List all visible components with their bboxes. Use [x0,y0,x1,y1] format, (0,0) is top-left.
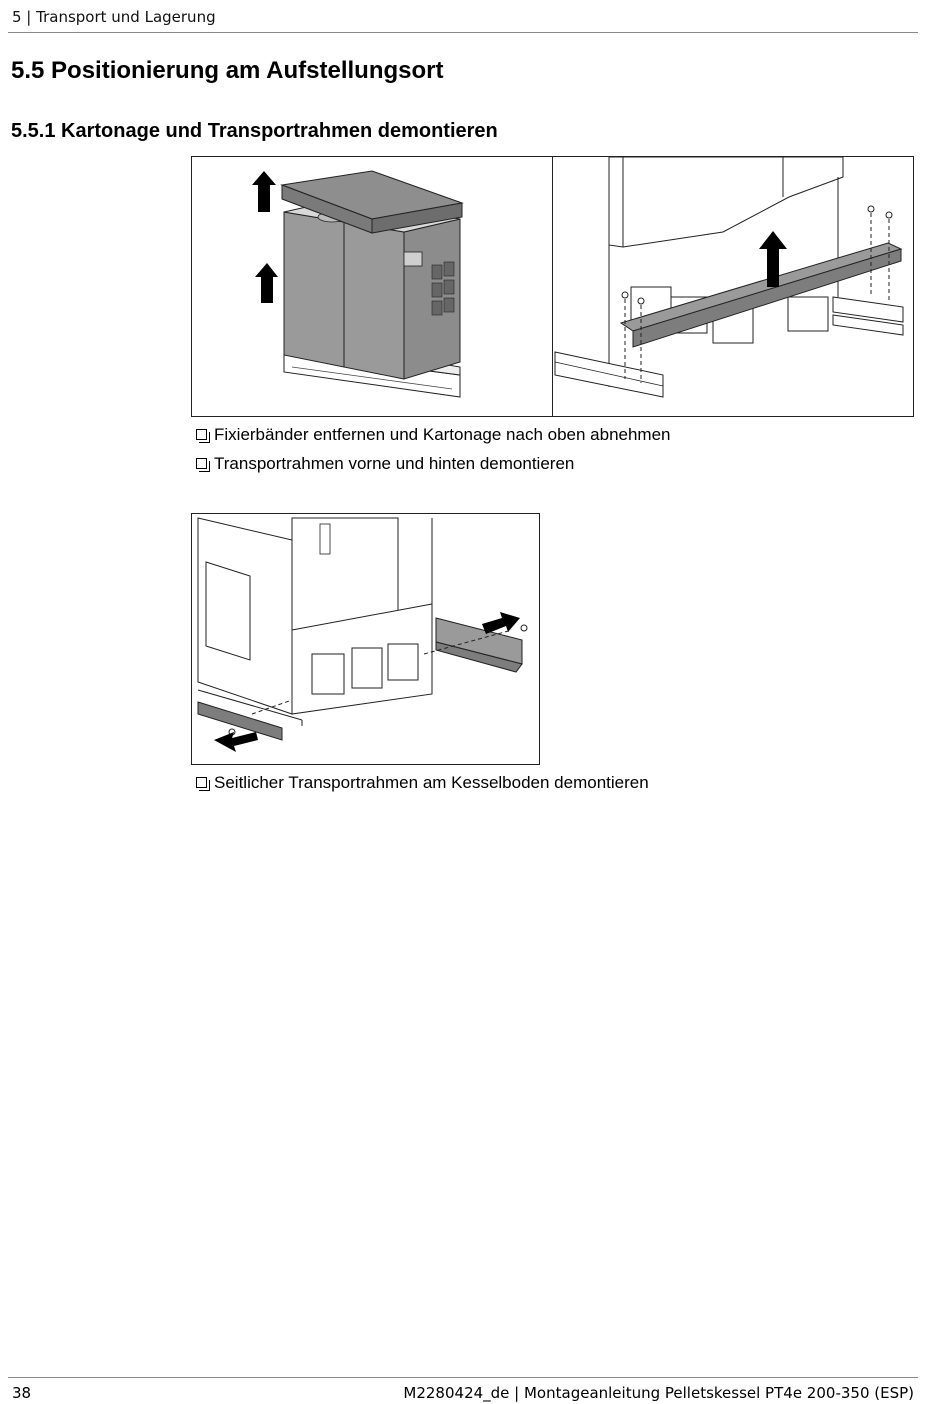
document-reference: M2280424_de | Montageanleitung Pelletskessel PT4e 200-350 (ESP) [403,1384,914,1402]
front-frame-illustration [553,157,913,416]
footer-divider [8,1377,918,1378]
checkbox-icon[interactable] [196,458,207,469]
header-divider [8,32,918,33]
step-text: Fixierbänder entfernen und Kartonage nach oben abnehmen [214,424,671,444]
step-list-1 [196,420,671,478]
figure-side-frame [191,513,540,765]
step-list-2 [196,768,649,797]
side-frame-illustration [192,514,539,764]
step-text: Transportrahmen vorne und hinten demontieren [214,453,575,473]
figure-remove-carton [191,156,553,417]
checkbox-icon[interactable] [196,429,207,440]
checkbox-icon[interactable] [196,777,207,788]
boiler-carton-illustration [192,157,552,416]
step-text: Seitlicher Transportrahmen am Kesselboden demontieren [214,772,649,792]
step-item [196,768,649,797]
figure-front-frame [552,156,914,417]
section-title: 5.5 Positionierung am Aufstellungsort [11,57,444,84]
page-header: 5 | Transport und Lagerung [12,8,216,26]
step-item [196,449,671,478]
subsection-title: 5.5.1 Kartonage und Transportrahmen demontieren [11,120,498,142]
step-item [196,420,671,449]
page-number: 38 [12,1384,32,1402]
